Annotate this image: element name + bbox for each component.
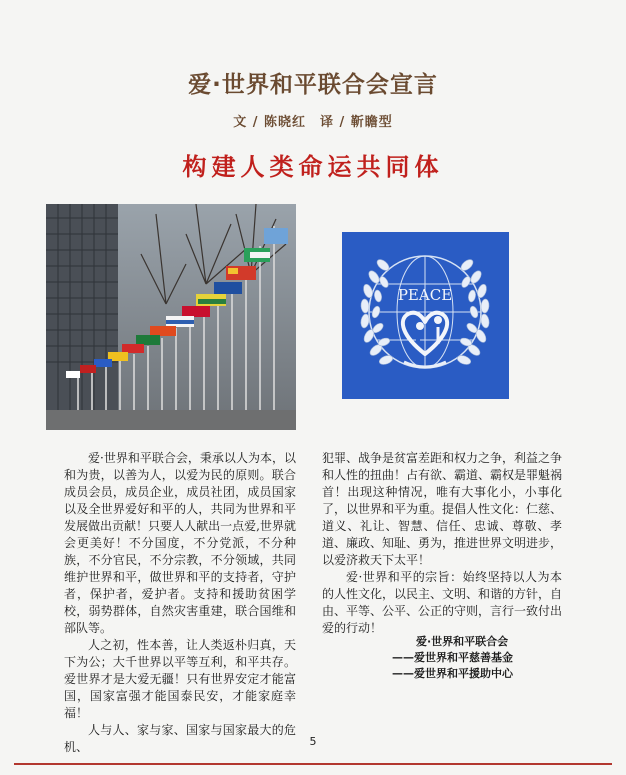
signature-org: 爱·世界和平联合会 [416, 635, 509, 648]
footer-rule [14, 763, 612, 765]
flags-illustration [46, 204, 296, 430]
body-column-left [64, 450, 296, 756]
page-title: 爱·世界和平联合会宣言 [188, 72, 438, 98]
flags-photo [46, 204, 296, 430]
page-number: 5 [309, 735, 317, 748]
signature-line: ——爱世界和平援助中心 [392, 667, 513, 680]
signature-line: ——爱世界和平慈善基金 [392, 651, 513, 664]
peace-logo-card [342, 232, 509, 399]
author-translator-byline: 文 / 陈晓红 译 / 靳瞻型 [233, 115, 393, 130]
body-paragraph: 爱·世界和平联合会，秉承以人为本，以和为贵，以善为人，以爱为民的原则。联合成员会员，成员企业，成员社团，成员国家以及全世界爱好和平的人，共同为世界和平发展做出贡献！只要人人献出一点爱,世界就会更美好！不分国度，不分党派，不分种族，不分官民，不分宗教，不分领域，共同维护世界和平，做世界和平的支持者，守护者，保护者，爱护者。支持和援助贫困学校，弱势群体，自然灾害重建，联合国维和部队等。 [64, 451, 296, 635]
peace-logo [342, 232, 509, 399]
body-paragraph: 人与人、家与家、国家与国家最大的危机、 [64, 723, 296, 754]
body-paragraph: 犯罪、战争是贫富差距和权力之争，利益之争和人性的扭曲！占有欲、霸道、霸权是罪魁祸首！出现这种情况，唯有大事化小，小事化了，以世界和平为重。提倡人性文化：仁慈、道义、礼让、智慧、信任、忠诚、尊敬、孝道、廉政、知耻、勇为，推进世界文明进步，以爱济救天下太平！ [322, 451, 563, 567]
body-paragraph: 爱·世界和平的宗旨：始终坚持以人为本的人性文化，以民主、文明、和谐的方针，自由、平等、公平、公正的守则，言行一致付出爱的行动！ [322, 570, 563, 635]
body-paragraph: 人之初，性本善，让人类返朴归真，天下为公；大千世界以平等互利，和平共存。爱世界才是大爱无疆！只有世界安定才能富国，国家富强才能国泰民安，才能家庭幸福！ [64, 638, 296, 720]
article-subtitle: 构建人类命运共同体 [182, 152, 444, 181]
peace-text: PEACE [397, 286, 453, 304]
body-column-right [322, 450, 562, 637]
signature-block [392, 634, 552, 682]
